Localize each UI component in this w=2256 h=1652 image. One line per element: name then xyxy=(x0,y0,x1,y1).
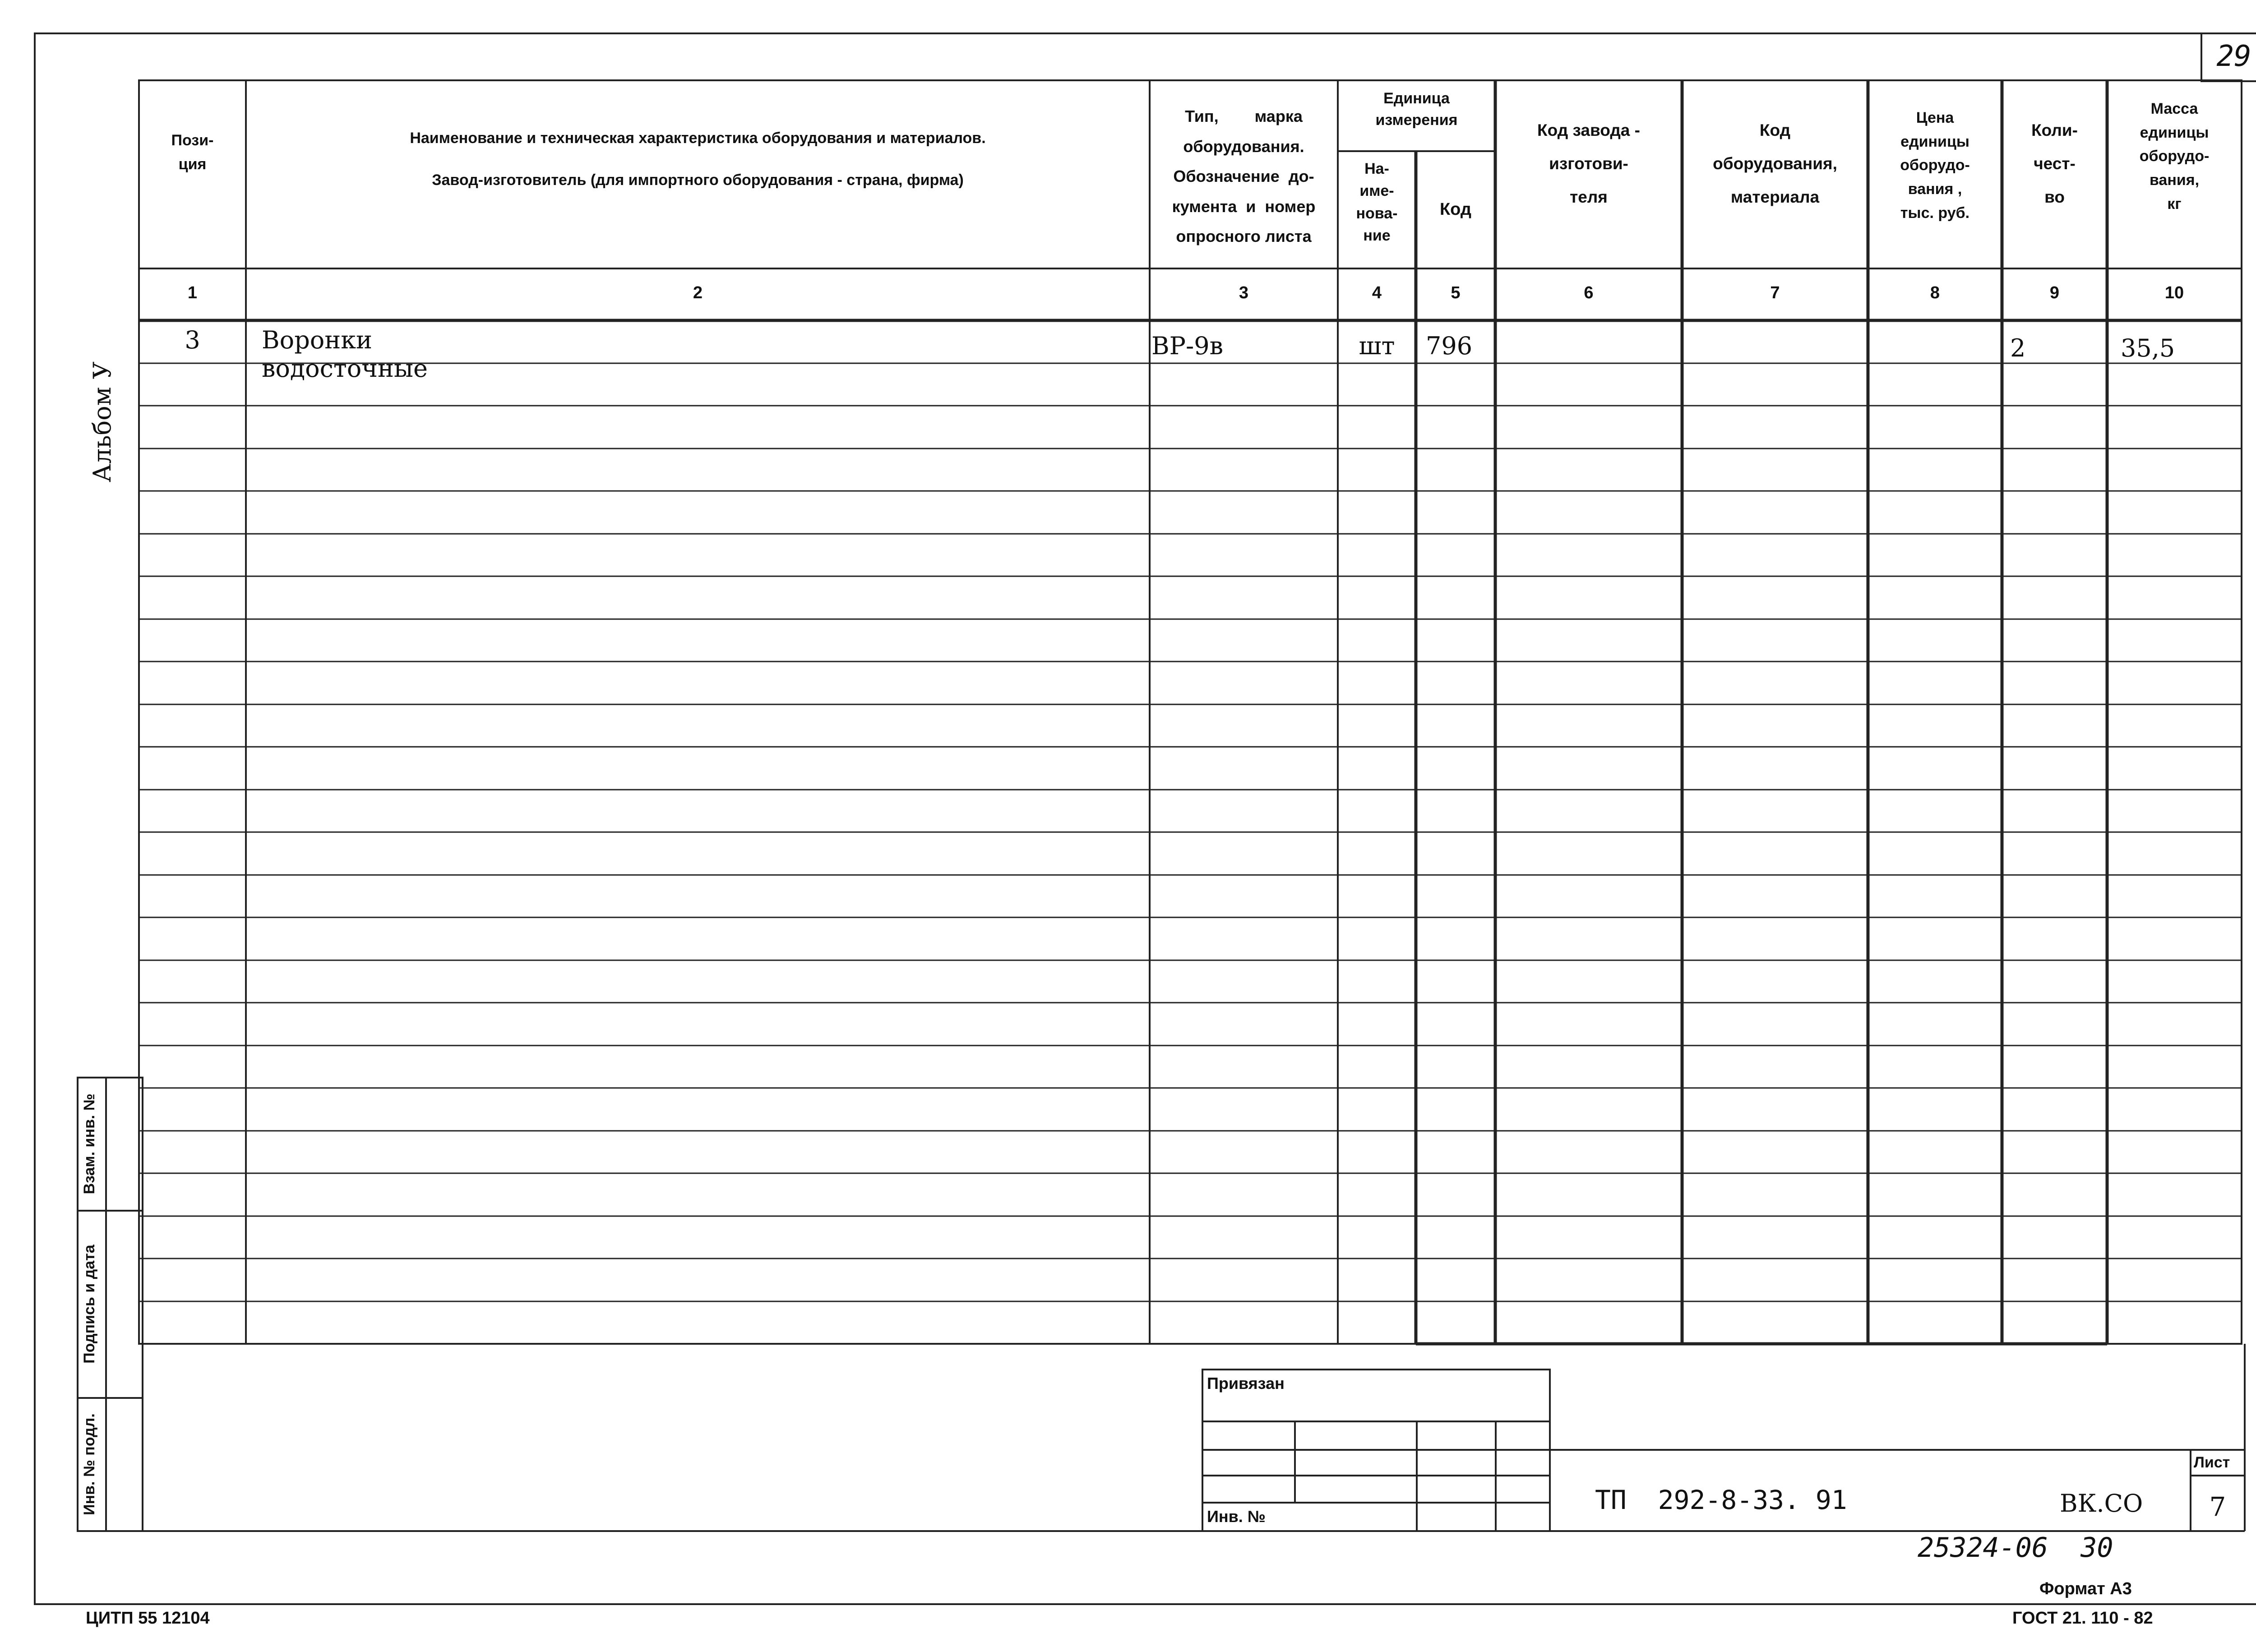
header-name-line2: Завод-изготовитель (для импортного оборудования - страна, фирма) xyxy=(432,171,964,189)
header-name xyxy=(246,126,1150,192)
citp-label: ЦИТП 55 12104 xyxy=(86,1609,210,1628)
header-price: Цена единицы оборудо- вания , тыс. руб. xyxy=(1900,109,1970,222)
header-mass: Масса единицы оборудо- вания, кг xyxy=(2139,100,2210,213)
colnum-6: 6 xyxy=(1584,283,1594,302)
document-mark: ВК.СО xyxy=(2060,1489,2143,1518)
header-name-line1: Наименование и техническая характеристика оборудования и материалов. xyxy=(410,130,986,147)
colnum-5: 5 xyxy=(1451,283,1461,302)
list-label: Лист xyxy=(2194,1454,2230,1471)
colnum-4: 4 xyxy=(1372,283,1382,302)
vzam-inv-label: Взам. инв. № xyxy=(81,1093,98,1194)
row-unit: шт xyxy=(1359,332,1395,360)
row-mass: 35,5 xyxy=(2121,334,2175,362)
colnum-10: 10 xyxy=(2164,283,2184,302)
row-type: ВР-9в xyxy=(1151,332,1224,360)
header-unit-group: Единица измерения xyxy=(1375,90,1458,129)
album-label: Альбом У xyxy=(88,361,116,482)
row-position: 3 xyxy=(185,326,200,354)
privyazan-label: Привязан xyxy=(1207,1374,1285,1393)
colnum-9: 9 xyxy=(2049,283,2060,302)
row-name: Воронки водосточные xyxy=(262,326,428,383)
colnum-1: 1 xyxy=(187,283,198,302)
inv-podl-label: Инв. № подл. xyxy=(81,1413,98,1515)
inv-no-label: Инв. № xyxy=(1207,1507,1266,1526)
header-equipment-code: Код оборудования, материала xyxy=(1713,121,1837,206)
gost-label: ГОСТ 21. 110 - 82 xyxy=(2012,1609,2153,1628)
header-quantity: Коли- чест- во xyxy=(2031,121,2078,206)
header-factory-code: Код завода - изготови- теля xyxy=(1537,121,1640,206)
document-code: ТП 292-8-33. 91 xyxy=(1595,1485,1847,1515)
header-unit-name: На- име- нова- ние xyxy=(1356,160,1398,244)
format-label: Формат А3 xyxy=(2039,1579,2132,1598)
header-type: Тип, марка оборудования. Обозначение до- кумента и номер опросного листа xyxy=(1172,107,1316,246)
header-position xyxy=(139,129,246,176)
colnum-3: 3 xyxy=(1239,283,1249,302)
header-position-label: Пози- ция xyxy=(171,132,214,173)
colnum-8: 8 xyxy=(1930,283,1940,302)
row-quantity: 2 xyxy=(2010,334,2026,362)
colnum-2: 2 xyxy=(693,283,703,302)
header-unit-code: Код xyxy=(1439,200,1472,219)
list-value: 7 xyxy=(2209,1491,2226,1522)
sheet-number: 29 xyxy=(2201,32,2256,82)
handwritten-number: 25324-06 30 xyxy=(1918,1532,2113,1564)
row-code: 796 xyxy=(1426,332,1473,360)
podpis-label: Подпись и дата xyxy=(81,1245,98,1364)
colnum-7: 7 xyxy=(1770,283,1780,302)
